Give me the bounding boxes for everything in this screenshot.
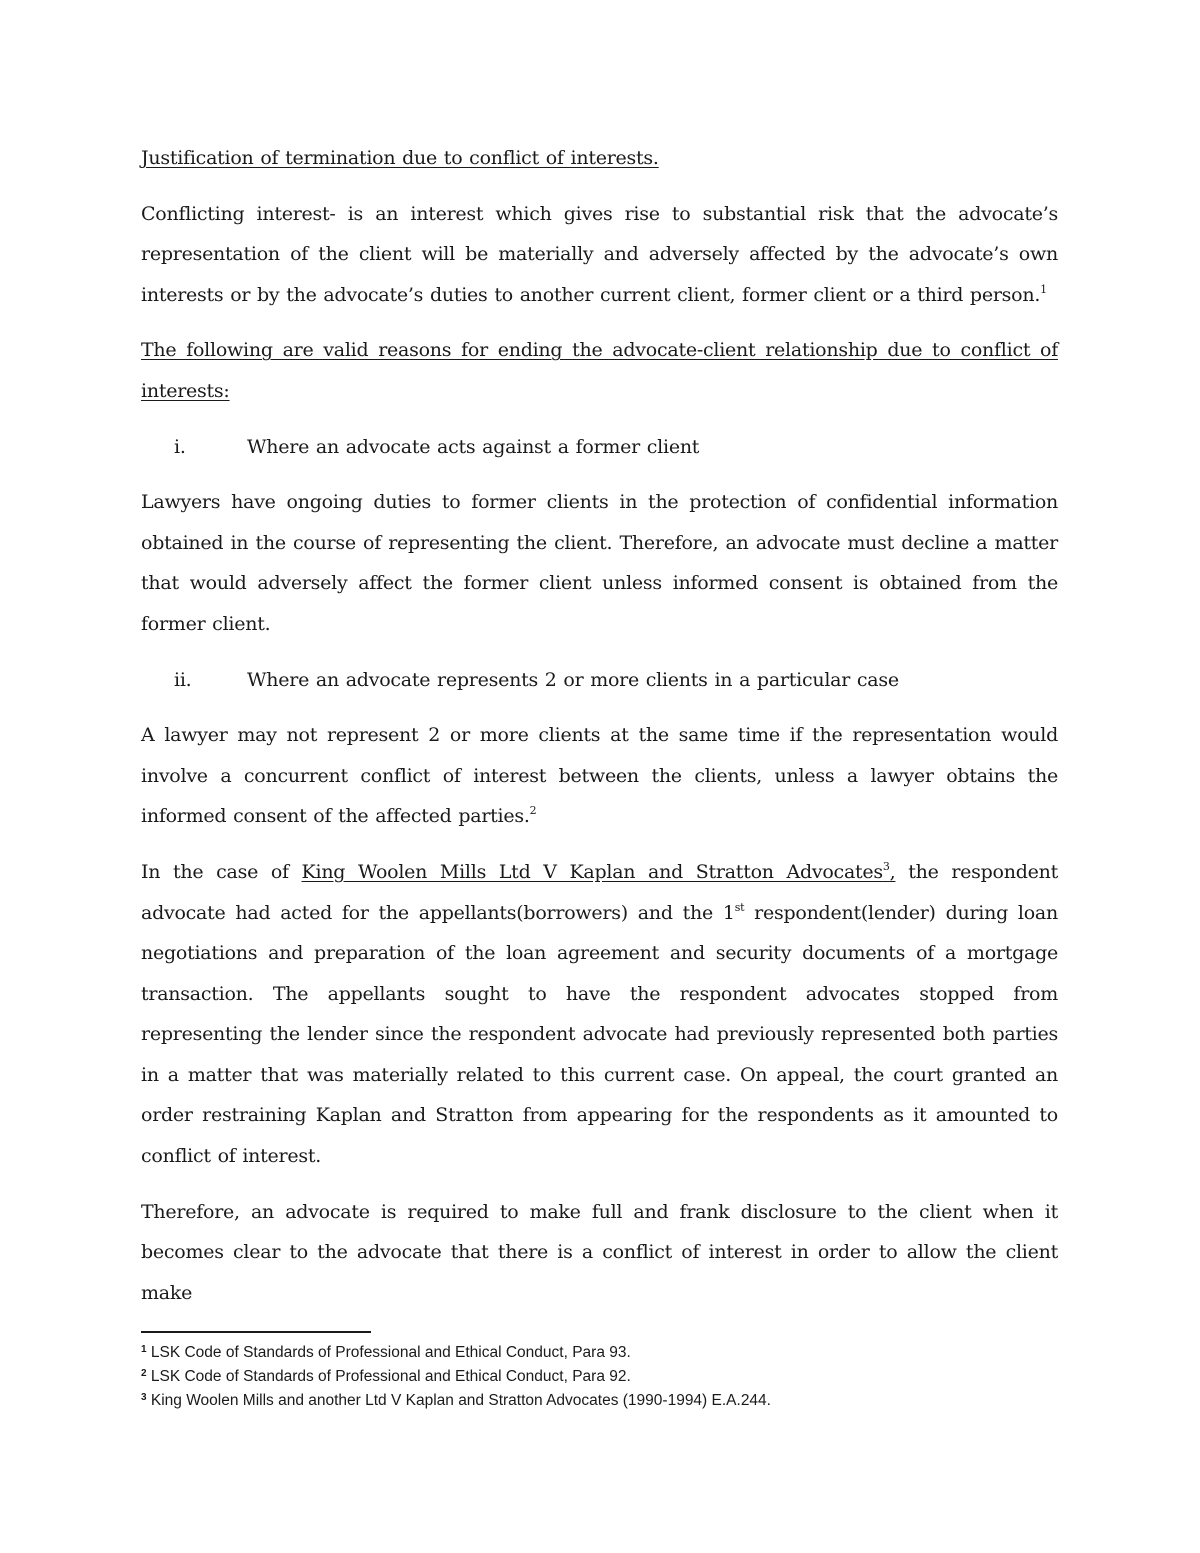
case-paragraph (141, 852, 1058, 1177)
case-text-part2: respondent(lender) during loan negotiations and preparation of the loan agreement and security documents of a mortgage transaction. The appellants sought to have the respondent advocates stopped from representing the lender since the respondent advocate had previously represented both parties in a matter that was materially related to this current case. On appeal, the court granted an order restraining Kaplan and Stratton from appearing for the respondents as it amounted to conflict of interest. (141, 901, 1058, 1168)
footnote-text: LSK Code of Standards of Professional and Ethical Conduct, Para 92. (146, 1368, 631, 1385)
footnote-ref-3[interactable]: 3 (882, 859, 890, 873)
reasons-intro: The following are valid reasons for ending the advocate-client relationship due to conflict of interests: (141, 339, 1058, 402)
footnote-text: King Woolen Mills and another Ltd V Kaplan and Stratton Advocates (1990-1994) E.A.244. (146, 1392, 771, 1409)
footnote-number: 2 (141, 1368, 147, 1379)
definition-paragraph (141, 194, 1058, 316)
ordinal-suffix: st (734, 900, 745, 914)
footnote-1 (141, 1341, 1058, 1365)
case-lead: In the case of (141, 860, 302, 883)
footnote-2 (141, 1365, 1058, 1389)
case-name (302, 861, 896, 883)
document-body (141, 138, 1058, 1328)
list-item-title: Where an advocate acts against a former client (247, 435, 700, 458)
list-numeral: i. (174, 435, 186, 458)
footnote-ref-2[interactable]: 2 (529, 804, 537, 818)
list-numeral: ii. (174, 668, 192, 691)
footnote-3 (141, 1389, 1058, 1413)
footnote-ref-1[interactable]: 1 (1040, 282, 1047, 296)
conclusion-paragraph: Therefore, an advocate is required to make full and frank disclosure to the client when it becomes clear to the advocate that there is a conflict of interest in order to allow the client make (141, 1200, 1058, 1304)
footnote-text: LSK Code of Standards of Professional and Ethical Conduct, Para 93. (146, 1344, 631, 1361)
footnote-number: 3 (141, 1392, 147, 1403)
multiple-clients-paragraph (141, 715, 1058, 837)
definition-text: Conflicting interest- is an interest which gives rise to substantial risk that the advocate’s representation of the client will be materially and adversely affected by the advocate’s own interests or by the advocate’s duties to another current client, former client or a third person. (141, 202, 1058, 306)
section-heading: Justification of termination due to conflict of interests. (141, 147, 659, 169)
former-client-paragraph: Lawyers have ongoing duties to former clients in the protection of confidential information obtained in the course of representing the client. Therefore, an advocate must decline a matter that would adversely affect the former client unless informed consent is obtained from the former client. (141, 491, 1058, 635)
case-comma: , (889, 860, 896, 883)
footnote-number: 1 (141, 1344, 147, 1355)
footnote-separator (141, 1331, 371, 1333)
list-item (141, 427, 1058, 468)
case-name-text: King Woolen Mills Ltd V Kaplan and Stratton Advocates (301, 860, 883, 883)
multiple-clients-text: A lawyer may not represent 2 or more clients at the same time if the representation would involve a concurrent conflict of interest between the clients, unless a lawyer obtains the informed consent of the affected parties. (141, 724, 1058, 828)
footnotes (141, 1341, 1058, 1413)
list-item (141, 660, 1058, 701)
list-item-title: Where an advocate represents 2 or more clients in a particular case (247, 668, 899, 691)
case-text-part1: the respondent advocate had acted for the appellants(borrowers) and the 1 (141, 860, 1059, 924)
